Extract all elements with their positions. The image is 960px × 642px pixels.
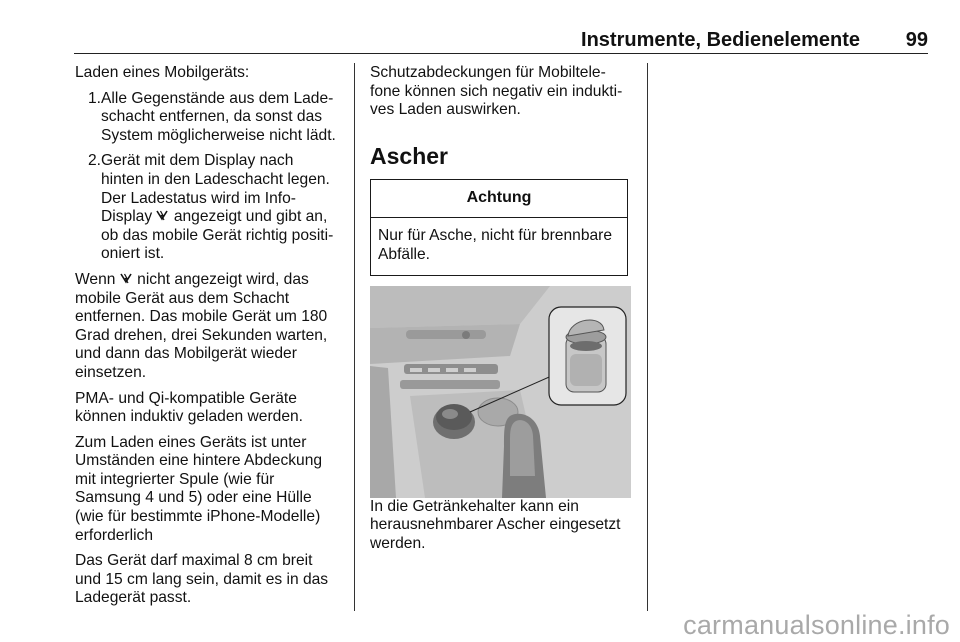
charging-intro: Laden eines Mobilgeräts: — [75, 64, 250, 81]
text-line: werden. — [370, 534, 426, 552]
text-line: Ladegerät passt. — [75, 589, 192, 607]
step-number: 1. — [88, 89, 102, 107]
section-heading: Ascher — [370, 142, 448, 169]
text-line: ves Laden auswirken. — [370, 101, 521, 119]
text-line: einsetzen. — [75, 363, 147, 381]
column-divider-2 — [647, 63, 648, 611]
left-column — [75, 64, 350, 608]
step-number: 2. — [88, 152, 102, 170]
paragraph-pma — [75, 390, 350, 427]
text-line: Wenn — [75, 270, 116, 288]
step-2 — [75, 152, 350, 264]
paragraph-wenn — [75, 271, 350, 383]
step-text-line: hinten in den Ladeschacht legen. — [101, 170, 330, 188]
header-divider — [74, 53, 928, 54]
text-line: entfernen. Das mobile Gerät um 180 — [75, 308, 328, 326]
text-line: PMA- und Qi-kompatible Geräte — [75, 389, 297, 407]
paragraph-size — [75, 552, 350, 608]
paragraph-ashtray — [370, 498, 635, 554]
step-text-line: Der Ladestatus wird im Info- — [101, 189, 296, 207]
console-drawing — [370, 286, 631, 498]
text-line: fone können sich negativ ein indukti- — [370, 82, 623, 100]
step-text-line: schacht entfernen, da sonst das — [101, 108, 323, 126]
battery-charging-icon — [156, 209, 169, 222]
step-text-line: angezeigt und gibt an, — [173, 208, 328, 226]
text-line: Samsung 4 und 5) oder eine Hülle — [75, 489, 312, 507]
text-line: und dann das Mobilgerät wieder — [75, 345, 297, 363]
text-line: Das Gerät darf maximal 8 cm breit — [75, 552, 313, 570]
text-line: mobile Gerät aus dem Schacht — [75, 289, 290, 307]
step-text-line: ob das mobile Gerät richtig positi- — [101, 226, 334, 244]
charging-steps — [75, 90, 350, 264]
text-line: und 15 cm lang sein, damit es in das — [75, 570, 329, 588]
battery-charging-icon — [120, 272, 133, 285]
text-line: (wie für bestimmte iPhone-Modelle) — [75, 508, 321, 526]
step-text-line: System möglicherweise nicht lädt. — [101, 126, 336, 144]
text-line: In die Getränkehalter kann ein — [370, 497, 579, 515]
step-text-line: Display — [101, 208, 153, 226]
text-line: Grad drehen, drei Sekunden warten, — [75, 326, 328, 344]
text-line: nicht angezeigt wird, das — [137, 270, 309, 288]
ashtray-illustration — [370, 286, 631, 498]
text-line: Umständen eine hintere Abdeckung — [75, 452, 323, 470]
text-line: können induktiv geladen werden. — [75, 408, 304, 426]
right-column — [370, 64, 635, 553]
text-line: mit integrierter Spule (wie für — [75, 470, 275, 488]
text-line: Abfälle. — [378, 245, 431, 263]
paragraph-covers — [370, 64, 635, 120]
page-number: 99 — [905, 29, 928, 51]
warning-title: Achtung — [371, 180, 627, 219]
section-title: Instrumente, Bedienelemente — [581, 29, 860, 51]
column-divider-1 — [354, 63, 355, 611]
step-text-line: oniert ist. — [101, 245, 165, 263]
text-line: Schutzabdeckungen für Mobiltele- — [370, 64, 606, 81]
paragraph-cover — [75, 434, 350, 546]
text-line: Zum Laden eines Geräts ist unter — [75, 433, 307, 451]
text-line: herausnehmbarer Ascher eingesetzt — [370, 516, 621, 534]
warning-box — [370, 179, 628, 276]
text-line: Nur für Asche, nicht für brennbare — [378, 227, 613, 245]
watermark: carmanualsonline.info — [683, 610, 950, 640]
step-text-line: Alle Gegenstände aus dem Lade- — [101, 89, 334, 107]
text-line: erforderlich — [75, 526, 153, 544]
step-1 — [75, 90, 350, 146]
warning-text — [371, 218, 627, 274]
step-text-line: Gerät mit dem Display nach — [101, 152, 294, 170]
